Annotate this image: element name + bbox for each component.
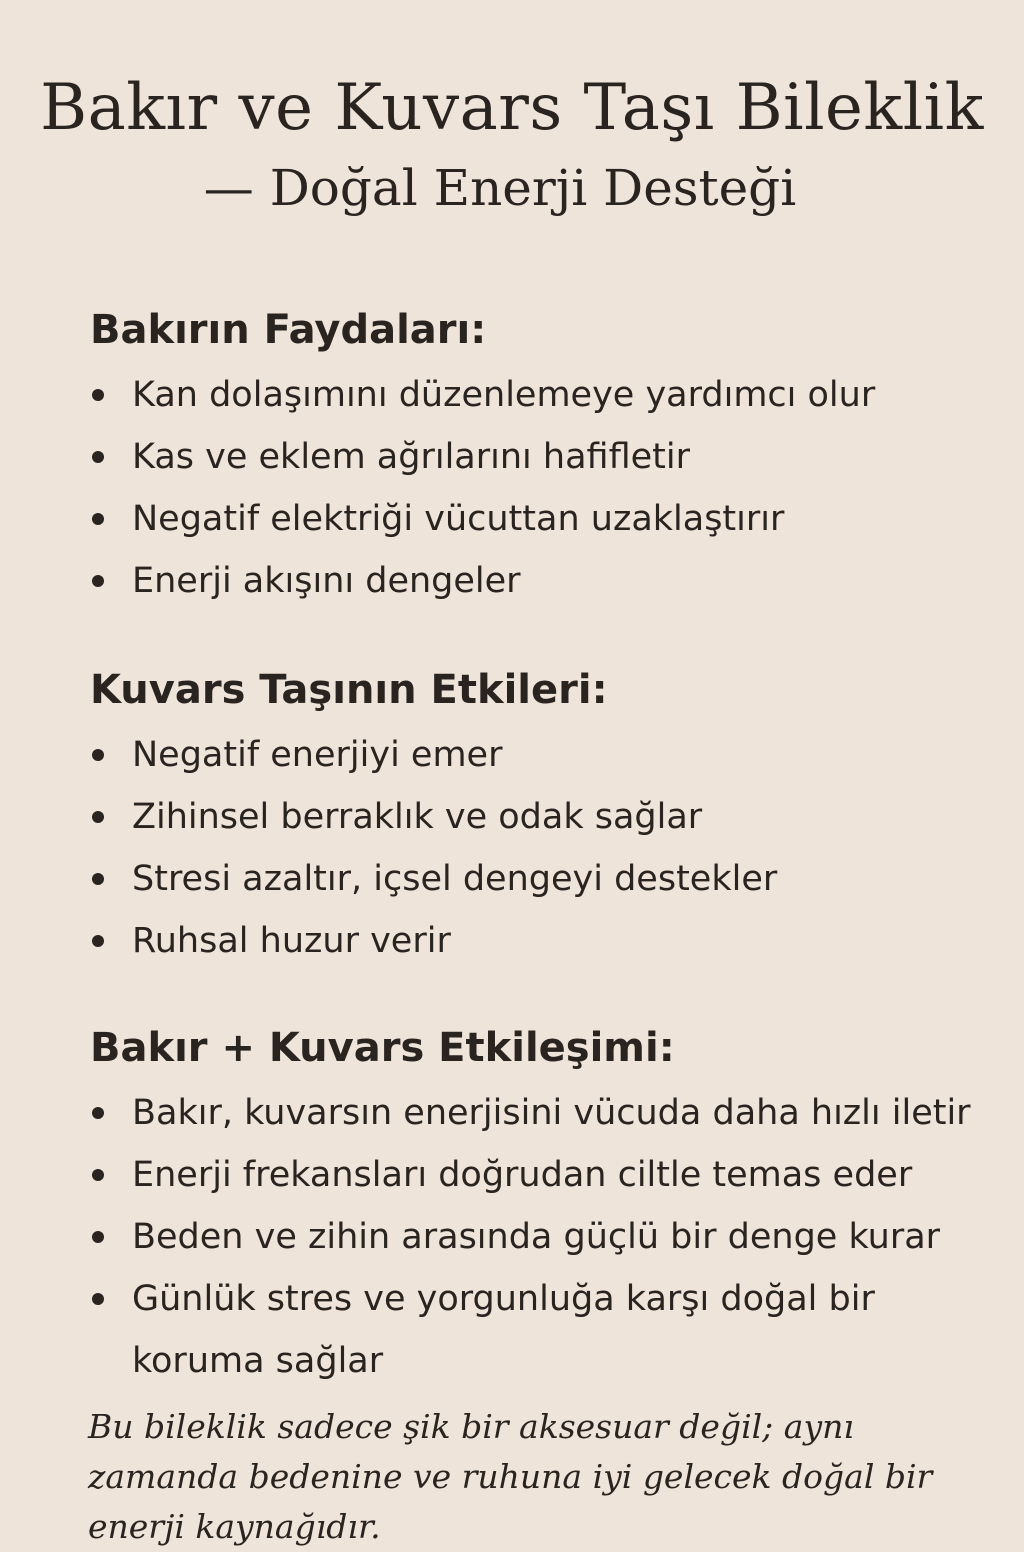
list-item-text: Ruhsal huzur verir	[132, 921, 451, 961]
list-item-text: Kan dolaşımını düzenlemeye yardımcı olur	[132, 375, 876, 415]
section-heading: Bakırın Faydaları:	[90, 307, 487, 353]
section-heading: Kuvars Taşının Etkileri:	[90, 667, 608, 713]
bullet-icon	[92, 749, 104, 761]
bullet-icon	[92, 389, 104, 401]
page-subtitle: — Doğal Enerji Desteği	[203, 159, 797, 217]
list-item	[90, 488, 1010, 550]
list-item-text: Negatif elektriği vücuttan uzaklaştırır	[132, 499, 785, 539]
list-item	[90, 1082, 1010, 1144]
list-item	[90, 550, 1010, 612]
list-item	[90, 724, 1010, 786]
footer-note: Bu bileklik sadece şik bir aksesuar değil; aynı zamanda bedenine ve ruhuna iyi gelecek doğal bir enerji kaynağıdır.	[88, 1407, 933, 1546]
list-item	[90, 426, 1010, 488]
bullet-icon	[92, 873, 104, 885]
section-heading: Bakır + Kuvars Etkileşimi:	[90, 1025, 675, 1071]
bullet-icon	[92, 451, 104, 463]
bullet-icon	[92, 575, 104, 587]
list-item	[90, 910, 1010, 972]
bullet-icon	[92, 935, 104, 947]
list-item-text: Beden ve zihin arasında güçlü bir denge kurar	[132, 1217, 941, 1257]
bullet-icon	[92, 811, 104, 823]
bullet-icon	[92, 513, 104, 525]
list-item-text: Negatif enerjiyi emer	[132, 735, 503, 775]
list-item-text: Zihinsel berraklık ve odak sağlar	[132, 797, 703, 837]
bullet-list	[90, 364, 1010, 612]
list-item-text: Enerji akışını dengeler	[132, 561, 521, 601]
bullet-list	[90, 1082, 1010, 1392]
list-item-text: Stresi azaltır, içsel dengeyi destekler	[132, 859, 778, 899]
list-item	[90, 364, 1010, 426]
list-item-text: Günlük stres ve yorgunluğa karşı doğal bir koruma sağlar	[132, 1279, 875, 1381]
bullet-icon	[92, 1169, 104, 1181]
list-item-text: Enerji frekansları doğrudan ciltle temas eder	[132, 1155, 913, 1195]
bullet-list	[90, 724, 1010, 972]
bullet-icon	[92, 1293, 104, 1305]
list-item	[90, 848, 1010, 910]
list-item-text: Kas ve eklem ağrılarını hafifletir	[132, 437, 690, 477]
list-item-text: Bakır, kuvarsın enerjisini vücuda daha hızlı iletir	[132, 1093, 971, 1133]
section-copper-benefits	[90, 302, 1010, 612]
section-copper-quartz-interaction	[90, 1020, 1010, 1392]
list-item	[90, 786, 1010, 848]
page-title: Bakır ve Kuvars Taşı Bileklik	[40, 71, 984, 145]
list-item	[90, 1206, 1010, 1268]
bullet-icon	[92, 1231, 104, 1243]
bullet-icon	[92, 1107, 104, 1119]
list-item	[90, 1268, 1010, 1392]
list-item	[90, 1144, 1010, 1206]
section-quartz-effects	[90, 662, 1010, 972]
